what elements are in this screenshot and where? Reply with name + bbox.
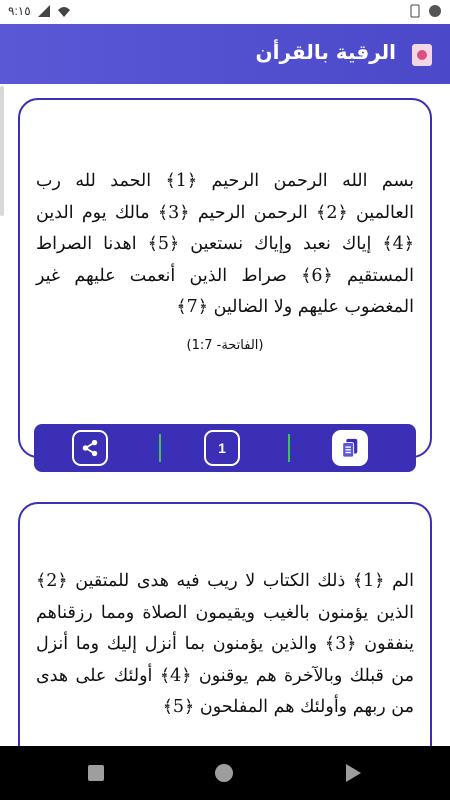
copy-icon: [340, 436, 360, 460]
battery-icon: [408, 4, 422, 18]
app-bar: [0, 24, 450, 84]
signal-icon: [37, 4, 51, 18]
status-left: [8, 4, 71, 18]
share-button[interactable]: [72, 430, 108, 466]
share-icon: [80, 437, 100, 459]
copy-button[interactable]: [332, 430, 368, 466]
status-right: [408, 4, 442, 18]
home-icon[interactable]: [215, 764, 233, 782]
app-title: الرقية بالقرأن: [255, 40, 396, 64]
notification-icon: [428, 4, 442, 18]
book-icon: [412, 44, 432, 66]
back-icon[interactable]: [346, 764, 361, 782]
verse-card: [18, 98, 432, 458]
verse-number-button[interactable]: 1: [204, 430, 240, 466]
verse-card: [18, 502, 432, 746]
verse-list[interactable]: [0, 84, 450, 746]
action-divider: [159, 434, 161, 462]
verse-text: الم ﴿1﴾ ذلك الكتاب لا ريب فيه هدى للمتقين ﴿2﴾ الذين يؤمنون بالغيب ويقيمون الصلاة ومما رزقناهم ينفقون ﴿3﴾ والذين يؤمنون بما أنزل إليك وما أنزل من قبلك وبالآخرة هم يوقنون ﴿4﴾ أولئك على هدى من ربهم وأولئك هم المفلحون ﴿5﴾: [36, 571, 414, 717]
status-bar: [0, 0, 450, 24]
verse-reference: (الفاتحة- 1:7): [186, 337, 264, 353]
verse-text: بسم الله الرحمن الرحيم ﴿1﴾ الحمد لله رب العالمين ﴿2﴾ الرحمن الرحيم ﴿3﴾ مالك يوم الدين ﴿4﴾ إياك نعبد وإياك نستعين ﴿5﴾ اهدنا الصراط المستقيم ﴿6﴾ صراط الذين أنعمت عليهم غير المغضوب عليهم ولا الضالين ﴿7﴾: [36, 171, 414, 317]
recents-icon[interactable]: [88, 765, 104, 781]
scrollbar[interactable]: [0, 86, 4, 216]
action-divider: [288, 434, 290, 462]
wifi-icon: [57, 4, 71, 18]
navigation-bar: [0, 746, 450, 800]
status-time: ٩:١٥: [8, 4, 31, 18]
card-action-bar: [34, 424, 416, 472]
